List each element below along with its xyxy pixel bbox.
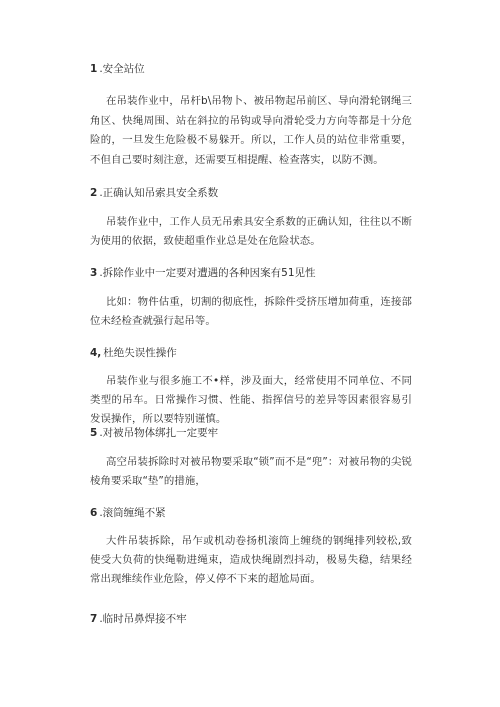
section-number: 4, [90,347,102,359]
section-number: 7 [90,613,98,625]
section-title: .临时吊鼻焊接不牢 [99,613,187,625]
section-5-heading [90,426,412,440]
section-number: 2 [90,187,98,199]
section-5-body: 高空吊装拆除时对被吊物要采取“锁”而不是“兜”：对被吊物的尖锐棱角要采取“垫”的措施， [90,456,412,487]
section-1-body: 在吊装作业中，吊杆b\吊物卜、被吊物起吊前区、导向滑轮钢绳三角区、快绳周围、站在斜拉的吊钩或导向滑轮受力方向等都是十分危险的，一旦发生危险极不易躲开。所以，工作人员的站位非常重要，不但自己要时刻注意，还需要互相提醒、检查落实，以防不测。 [90,95,412,166]
section-1-heading [90,62,412,76]
section-6-heading [90,506,412,520]
section-title: .对被吊物体绑扎一定要牢 [99,427,219,439]
section-number: 5 [90,427,98,439]
section-7-heading [90,612,412,626]
section-title: .滚筒缠绳不紧 [99,507,166,519]
section-3-body: 比如：物件估重，切割的彻底性，拆除件受挤压增加荷重，连接部位未经检查就强行起吊等。 [90,296,412,327]
section-number: 3 [90,267,98,279]
section-6-body: 大件吊装拆除，吊乍或机动卷扬机滚筒上缠绕的钢绳排列较松,致使受大负荷的快绳勒进绳束，造成快绳剧烈抖动，极易失稳，结果经常出现维续作业危险，停乂停不下来的超尬局面。 [90,535,412,585]
section-title: 杜绝失误性操作 [103,347,177,359]
section-4-body: 吊装作业与很多施工不•样，涉及面大，经常使用不同单位、不同类型的吊车。日常操作习惯、性能、指挥信号的差异等因素很容易引发误操作，所以要特别谨慎。 [90,375,412,425]
section-4-heading [90,346,412,360]
section-title: .拆除作业中一定要对遭遇的各种因案有51见性 [99,267,316,279]
section-2-heading [90,186,412,200]
section-3-heading [90,266,412,280]
section-number: 1 [90,63,98,75]
section-title: .正确认知吊索具安全系数 [99,187,219,199]
section-number: 6 [90,507,98,519]
section-2-body: 吊装作业中，工作人员无吊索具安全系数的正确认知，往往以不断为使用的依据，致使超重作业总是处在危险状态。 [90,216,412,247]
section-title: .安全站位 [99,63,145,75]
